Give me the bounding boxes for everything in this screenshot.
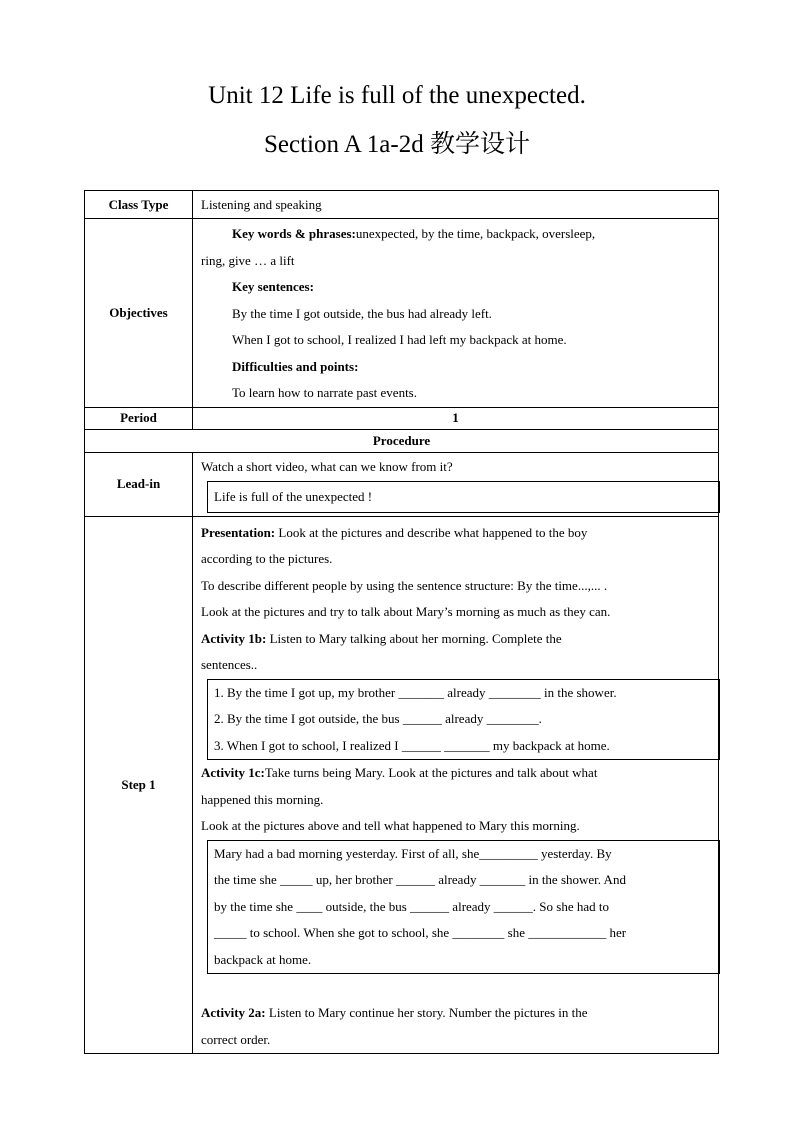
activity-1b-box bbox=[207, 679, 720, 761]
class-type-row bbox=[85, 191, 719, 219]
keywords-label: Key words & phrases: bbox=[232, 226, 356, 241]
class-type-value: Listening and speaking bbox=[193, 191, 719, 219]
look-line: Look at the pictures and try to talk about Mary’s morning as much as they can. bbox=[201, 604, 611, 619]
difficulties-label: Difficulties and points: bbox=[232, 358, 359, 374]
lead-in-text: Watch a short video, what can we know from it? bbox=[201, 458, 453, 474]
lesson-plan-table bbox=[84, 190, 719, 1054]
story-box bbox=[207, 840, 720, 975]
objectives-content bbox=[193, 219, 719, 408]
story-line-3: by the time she ____ outside, the bus ______ already ______. So she had to bbox=[214, 898, 610, 914]
period-label: Period bbox=[85, 407, 193, 429]
story-line-2: the time she _____ up, her brother ______ already _______ in the shower. And bbox=[214, 872, 626, 887]
activity-1c-label: Activity 1c: bbox=[201, 765, 265, 780]
story-line-1: Mary had a bad morning yesterday. First of all, she_________ yesterday. By bbox=[214, 845, 612, 861]
keywords-line1: unexpected, by the time, backpack, oversleep, bbox=[355, 226, 596, 241]
activity-1c-line3: Look at the pictures above and tell what happened to Mary this morning. bbox=[201, 818, 580, 833]
activity-1b-line1: Listen to Mary talking about her morning. Complete the bbox=[266, 630, 562, 646]
objectives-label: Objectives bbox=[85, 219, 193, 408]
period-row bbox=[85, 407, 719, 429]
key-sentence-1: By the time I got outside, the bus had already left. bbox=[232, 305, 492, 321]
activity-1b-line2: sentences.. bbox=[201, 657, 258, 672]
lead-in-box: Life is full of the unexpected ! bbox=[207, 481, 720, 513]
class-type-label: Class Type bbox=[85, 191, 193, 219]
lead-in-row bbox=[85, 452, 719, 516]
story-line-4: _____ to school. When she got to school, she ________ she ____________ her bbox=[214, 925, 627, 940]
activity-2a-label: Activity 2a: bbox=[201, 1005, 266, 1020]
objectives-row bbox=[85, 219, 719, 408]
key-sentences-label: Key sentences: bbox=[232, 279, 314, 294]
key-sentence-2: When I got to school, I realized I had left my backpack at home. bbox=[232, 332, 567, 347]
procedure-label: Procedure bbox=[85, 429, 719, 452]
page-title-line1: Unit 12 Life is full of the unexpected. bbox=[208, 82, 586, 109]
activity-1b-item-2: 2. By the time I got outside, the bus ______ already ________. bbox=[214, 711, 542, 726]
activity-2a-line1: Listen to Mary continue her story. Number the pictures in the bbox=[265, 1005, 588, 1020]
step1-row bbox=[85, 516, 719, 1054]
procedure-row bbox=[85, 429, 719, 452]
page-title-line2: Section A 1a-2d 教学设计 bbox=[264, 131, 530, 158]
lead-in-label: Lead-in bbox=[85, 452, 193, 516]
describe-line: To describe different people by using the sentence structure: By the time...,... . bbox=[201, 577, 608, 593]
difficulties-text: To learn how to narrate past events. bbox=[232, 385, 417, 400]
activity-1b-label: Activity 1b: bbox=[201, 630, 267, 646]
presentation-label: Presentation: bbox=[201, 524, 276, 540]
activity-1b-item-3: 3. When I got to school, I realized I ______ _______ my backpack at home. bbox=[214, 737, 610, 753]
activity-1c-line1: Take turns being Mary. Look at the pictures and talk about what bbox=[264, 765, 598, 780]
step1-label: Step 1 bbox=[85, 516, 193, 1054]
presentation-line1: Look at the pictures and describe what happened to the boy bbox=[275, 524, 588, 540]
step1-content bbox=[193, 516, 719, 1054]
lead-in-content bbox=[193, 452, 719, 516]
presentation-line2: according to the pictures. bbox=[201, 551, 333, 566]
activity-1b-item-1: 1. By the time I got up, my brother _______ already ________ in the shower. bbox=[214, 684, 617, 700]
activity-1c-line2: happened this morning. bbox=[201, 791, 324, 807]
keywords-line2: ring, give … a lift bbox=[201, 252, 295, 268]
activity-2a-line2: correct order. bbox=[201, 1031, 271, 1047]
story-line-5: backpack at home. bbox=[214, 951, 312, 967]
period-value: 1 bbox=[193, 407, 719, 429]
